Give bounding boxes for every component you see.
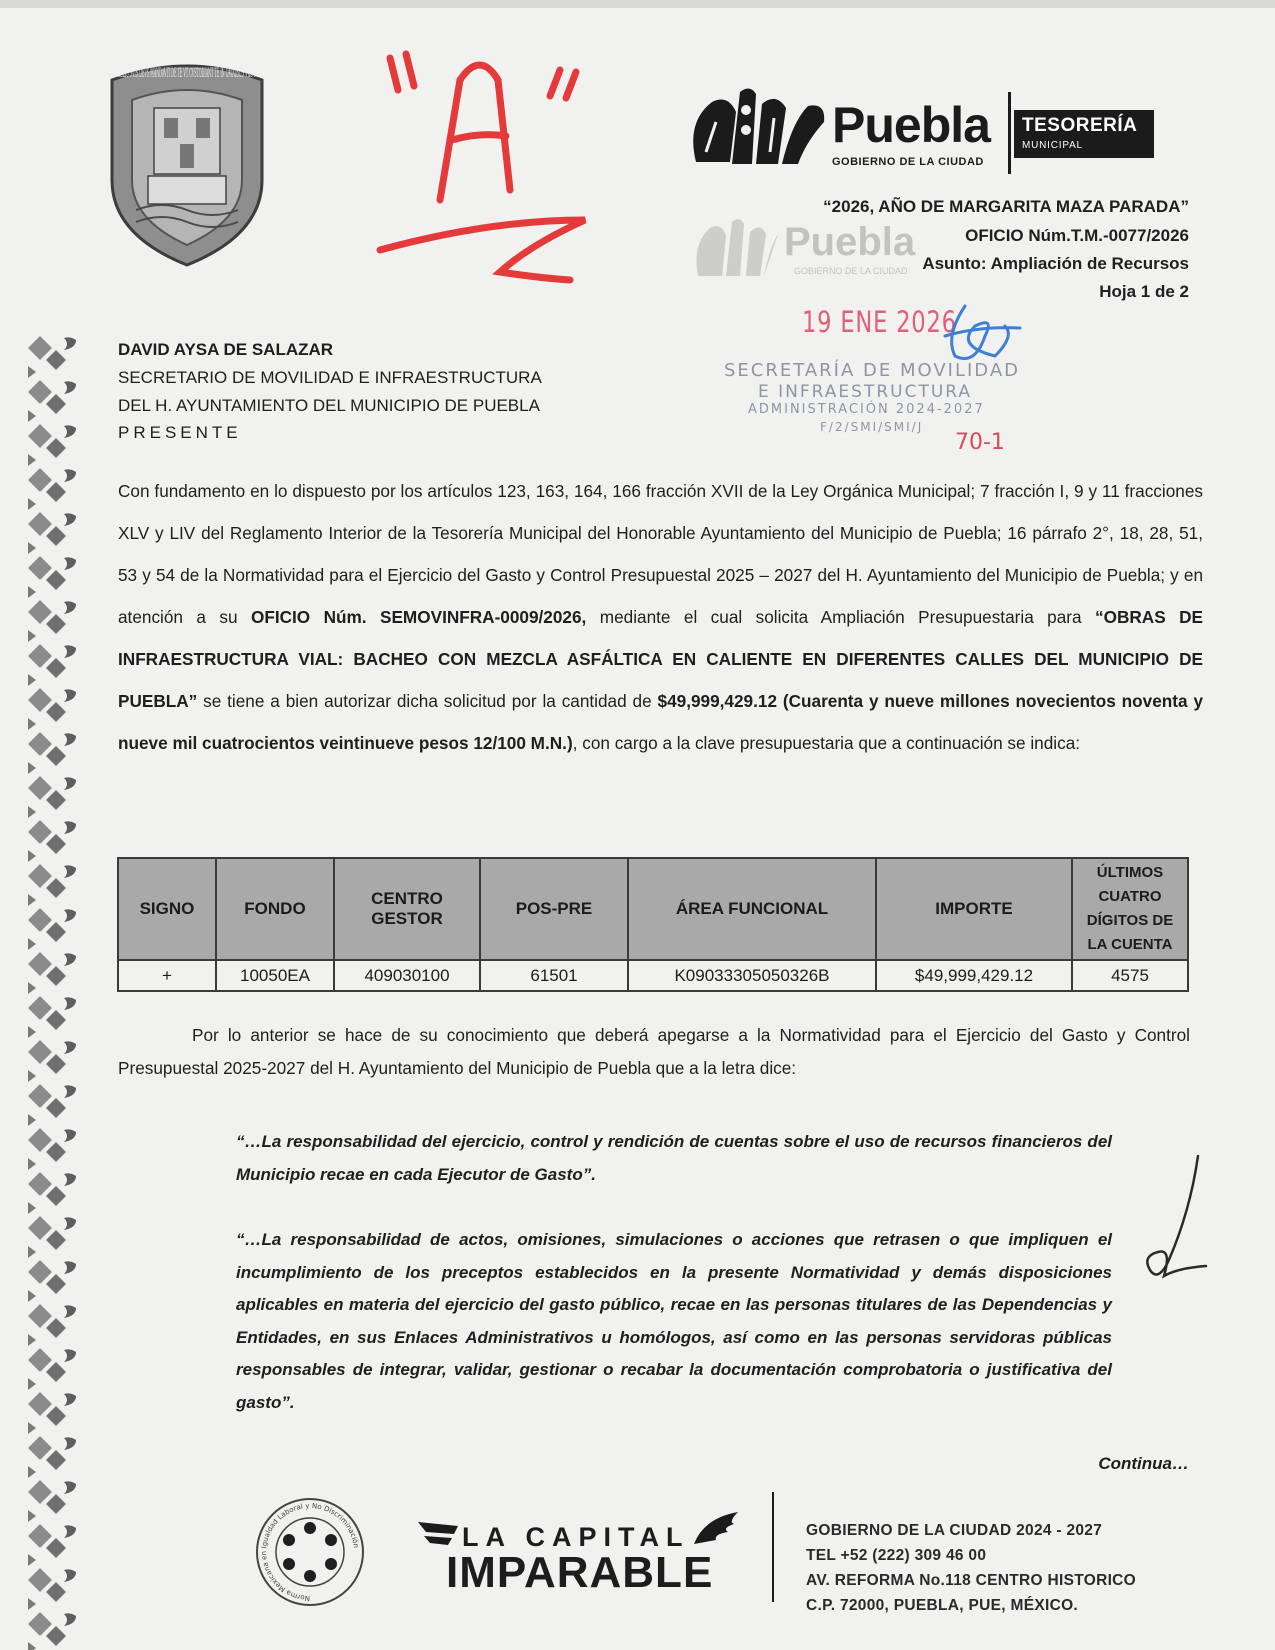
authorized-amount: $49,999,429.12 (Cuarenta y nueve millones novecientos noventa y nueve mil cuatrocientos veintinueve pesos 12/100 M.N.) xyxy=(118,691,1203,753)
ornament-motif xyxy=(28,1260,76,1302)
td-area-funcional: K09033305050326B xyxy=(628,960,876,991)
th-centro-gestor: CENTRO GESTOR xyxy=(334,858,480,960)
asunto: Asunto: Ampliación de Recursos xyxy=(922,254,1189,273)
ornament-motif xyxy=(28,1612,76,1650)
ornament-motif xyxy=(28,1216,76,1258)
footer-government: GOBIERNO DE LA CIUDAD 2024 - 2027 xyxy=(806,1522,1103,1539)
th-signo: SIGNO xyxy=(118,858,216,960)
td-importe: $49,999,429.12 xyxy=(876,960,1072,991)
ornament-motif xyxy=(28,1084,76,1126)
puebla-logo-subtitle: GOBIERNO DE LA CIUDAD xyxy=(832,156,984,168)
quote-responsibility-2: “…La responsabilidad de actos, omisiones, simulaciones o acciones que retrasen o que impliquen el incumplimiento de los preceptos establecidos en la presente Normatividad y demás disposiciones aplicables en materia del ejercicio del gasto público, recae en las personas titulares de las Dependencias y Entidades, en sus Enlaces Administrativos u homólogos, así como en las personas servidoras públicas responsables de integrar, validar, gestionar o recabar la documentación comprobatoria o justificativa del gasto”. xyxy=(236,1230,1112,1412)
year-motto: “2026, AÑO DE MARGARITA MAZA PARADA” xyxy=(823,197,1189,216)
ornament-motif xyxy=(28,424,76,466)
td-ultimos-digitos: 4575 xyxy=(1072,960,1188,991)
received-stamp-line3: ADMINISTRACIÓN 2024-2027 xyxy=(748,402,985,417)
oficio-number: OFICIO Núm.T.M.-0077/2026 xyxy=(965,226,1189,245)
budget-key-table xyxy=(117,857,1189,992)
table-header-row xyxy=(118,858,1188,960)
watermark-subtitle: GOBIERNO DE LA CIUDAD xyxy=(794,266,908,276)
la-capital-text: LA CAPITAL xyxy=(462,1522,690,1552)
watermark-wordmark: Puebla xyxy=(784,220,916,264)
addressee-title-line2: DEL H. AYUNTAMIENTO DEL MUNICIPIO DE PUEBLA xyxy=(118,396,540,415)
red-handwritten-a-mark xyxy=(370,40,610,300)
svg-text:Norma Mexicana en Igualdad Lab xyxy=(260,1502,360,1602)
ornament-motif xyxy=(28,1128,76,1170)
addressee-title-line1: SECRETARIO DE MOVILIDAD E INFRAESTRUCTURA xyxy=(118,368,542,387)
table-row xyxy=(118,960,1188,991)
main-paragraph-mid: mediante el cual solicita Ampliación Presupuestaria para xyxy=(586,607,1095,627)
ornament-motif xyxy=(28,908,76,950)
ornament-motif xyxy=(28,820,76,862)
ornament-motif xyxy=(28,688,76,730)
watermark-logo-art xyxy=(692,214,782,282)
left-wing-icon xyxy=(418,1518,458,1546)
ornament-motif xyxy=(28,1392,76,1434)
main-paragraph-intro: Con fundamento en lo dispuesto por los artículos 123, 163, 164, 166 fracción XVII de la Ley Orgánica Municipal; 7 fracción I, 9 y 11 fracciones XLV y LIV del Reglamento Interior de la Tesorería Municipal del Honorable Ayuntamiento del Municipio de Puebla; 16 párrafo 2°, 18, 28, 51, 53 y 54 de la Normatividad para el Ejercicio del Gasto y Control Presupuestal 2025 – 2027 del H. Ayuntamiento del Municipio de Puebla; y en atención a su xyxy=(118,481,1203,627)
referenced-oficio: OFICIO Núm. SEMOVINFRA-0009/2026, xyxy=(250,607,587,627)
ornament-motif xyxy=(28,864,76,906)
footer-divider xyxy=(772,1492,774,1602)
seal-motto: ANGELIS SVIS DEVS MANDAVIT DE TE VT CVSTODIANT TE IN OMNIBUS VIIS TVIS xyxy=(111,66,262,81)
footer-address: AV. REFORMA No.118 CENTRO HISTORICO xyxy=(806,1572,1137,1589)
td-signo: + xyxy=(118,960,216,991)
ornament-motif xyxy=(28,600,76,642)
td-fondo: 10050EA xyxy=(216,960,334,991)
main-paragraph-authorize: se tiene a bien autorizar dicha solicitud por la cantidad de xyxy=(197,691,658,711)
coat-of-arms-seal xyxy=(92,60,282,270)
ornament-motif xyxy=(28,996,76,1038)
ornament-motif xyxy=(28,512,76,554)
right-wing-icon xyxy=(694,1512,738,1546)
received-stamp-line4: F/2/SMI/SMI/J xyxy=(820,420,924,434)
project-name: “OBRAS DE INFRAESTRUCTURA VIAL: BACHEO CON MEZCLA ASFÁLTICA EN CALIENTE EN DIFERENTES CALLES DEL MUNICIPIO DE PUEBLA” xyxy=(118,607,1203,711)
red-mark-text: "A" xyxy=(488,130,490,131)
second-paragraph: Por lo anterior se hace de su conocimiento que deberá apegarse a la Normatividad para el Ejercicio del Gasto y Control Presupuestal 2025-2027 del H. Ayuntamiento del Municipio de Puebla que a la letra dice: xyxy=(118,1025,1190,1078)
td-centro-gestor: 409030100 xyxy=(334,960,480,991)
th-ultimos-digitos: ÚLTIMOS CUATRO DÍGITOS DE LA CUENTA xyxy=(1072,858,1188,960)
received-stamp-number: 70-1 xyxy=(955,430,1005,455)
ornament-motif xyxy=(28,644,76,686)
margin-signature xyxy=(1128,1152,1208,1292)
puebla-logo-art xyxy=(686,82,828,174)
igualdad-seal-text: Norma Mexicana en Igualdad Laboral y No Discriminación xyxy=(260,1501,360,1603)
ornament-motif xyxy=(28,1348,76,1390)
tesoreria-title: TESORERÍA xyxy=(1022,115,1138,136)
igualdad-laboral-seal xyxy=(254,1496,366,1608)
th-pos-pre: POS-PRE xyxy=(480,858,628,960)
ornament-motif xyxy=(28,1480,76,1522)
continua-label: Continua… xyxy=(1098,1454,1189,1473)
main-paragraph xyxy=(118,470,1203,764)
ornament-motif xyxy=(28,1040,76,1082)
logo-divider xyxy=(1008,92,1011,174)
ornament-motif xyxy=(28,732,76,774)
received-stamp-line2: E INFRAESTRUCTURA xyxy=(758,382,973,402)
th-importe: IMPORTE xyxy=(876,858,1072,960)
th-area-funcional: ÁREA FUNCIONAL xyxy=(628,858,876,960)
page-count: Hoja 1 de 2 xyxy=(1099,282,1189,301)
ornament-motif xyxy=(28,468,76,510)
footer-postal: C.P. 72000, PUEBLA, PUE, MÉXICO. xyxy=(806,1597,1079,1614)
ornament-motif xyxy=(28,1524,76,1566)
page-top-edge xyxy=(0,0,1275,8)
received-stamp-line1: SECRETARÍA DE MOVILIDAD xyxy=(724,360,1021,381)
ornament-motif xyxy=(28,1172,76,1214)
ornament-motif xyxy=(28,776,76,818)
received-stamp-date: 19 ENE 2026 xyxy=(802,305,957,339)
puebla-logo-wordmark: Puebla xyxy=(832,97,990,153)
ornament-motif xyxy=(28,1436,76,1478)
tesoreria-subtitle: MUNICIPAL xyxy=(1022,140,1083,151)
ornament-motif xyxy=(28,952,76,994)
ornament-motif xyxy=(28,1568,76,1610)
ornament-motif xyxy=(28,336,76,378)
td-pos-pre: 61501 xyxy=(480,960,628,991)
footer-phone: TEL +52 (222) 309 46 00 xyxy=(806,1547,987,1564)
left-ornament-border xyxy=(24,336,84,1646)
ornament-motif xyxy=(28,1304,76,1346)
main-paragraph-end: , con cargo a la clave presupuestaria que a continuación se indica: xyxy=(572,733,1081,753)
blue-initials-signature xyxy=(935,296,1025,386)
tesoreria-badge xyxy=(1014,110,1154,158)
addressee-presente: PRESENTE xyxy=(118,423,242,442)
addressee-name: DAVID AYSA DE SALAZAR xyxy=(118,340,334,359)
imparable-text: IMPARABLE xyxy=(446,1548,714,1597)
ornament-motif xyxy=(28,380,76,422)
quote-responsibility-1: “…La responsabilidad del ejercicio, control y rendición de cuentas sobre el uso de recursos financieros del Municipio recae en cada Ejecutor de Gasto”. xyxy=(236,1132,1112,1184)
ornament-motif xyxy=(28,556,76,598)
th-fondo: FONDO xyxy=(216,858,334,960)
